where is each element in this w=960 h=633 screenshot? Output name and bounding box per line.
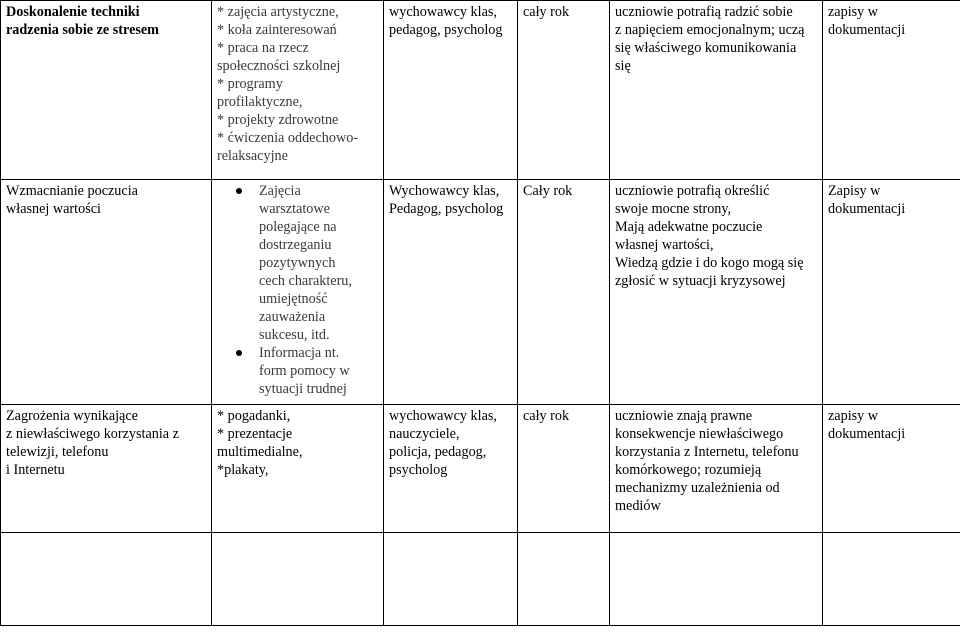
area-line: Doskonalenie techniki [6,4,140,20]
evaluation-line: zapisy w [828,408,879,424]
area-line: telewizji, telefonu [6,444,109,460]
effects-cell [610,405,823,533]
table-row [1,533,960,626]
bullet-icon [236,350,242,356]
evaluation-line: dokumentacji [828,201,906,217]
area-line: własnej wartości [6,201,101,217]
responsible-cell [384,180,518,405]
time-cell: cały rok [518,1,610,180]
forms-line: *plakaty, [217,462,269,478]
responsible-line: policja, pedagog, [389,444,487,460]
evaluation-line: dokumentacji [828,426,906,442]
area-line: Wzmacnianie poczucia [6,183,138,199]
effects-line: komórkowego; rozumieją [615,462,762,478]
effects-line: uczniowie potrafią radzić sobie [615,4,793,20]
effects-line: mediów [615,498,661,514]
area-line: i Internetu [6,462,65,478]
empty-cell [384,533,518,626]
table-row [1,180,960,405]
empty-cell [1,533,212,626]
list-item [217,344,378,398]
forms-cell [212,1,384,180]
effects-line: Mają adekwatne poczucie [615,219,763,235]
bullet-line: Zajęcia [259,183,301,199]
empty-cell [212,533,384,626]
bullet-line: zauważenia [259,309,326,325]
table-row [1,405,960,533]
area-line: z niewłaściwego korzystania z [6,426,179,442]
forms-line: * projekty zdrowotne [217,112,339,128]
area-cell [1,405,212,533]
forms-cell [212,180,384,405]
responsible-cell [384,1,518,180]
table-row [1,1,960,180]
effects-line: się [615,58,631,74]
forms-line: * ćwiczenia oddechowo- [217,130,359,146]
effects-line: uczniowie potrafią określić [615,183,770,199]
forms-line: * zajęcia artystyczne, [217,4,339,20]
area-cell [1,180,212,405]
forms-line: * koła zainteresowań [217,22,337,38]
forms-bullet-list [217,182,378,398]
evaluation-line: Zapisy w [828,183,881,199]
evaluation-cell [823,1,960,180]
responsible-line: pedagog, psycholog [389,22,503,38]
bullet-line: Informacja nt. [259,345,340,361]
responsible-line: wychowawcy klas, [389,4,497,20]
effects-line: konsekwencje niewłaściwego [615,426,784,442]
forms-line: profilaktyczne, [217,94,303,110]
bullet-line: umiejętność [259,291,328,307]
forms-line: * programy [217,76,283,92]
empty-cell [518,533,610,626]
area-line: radzenia sobie ze stresem [6,22,160,38]
forms-cell [212,405,384,533]
forms-line: * pogadanki, [217,408,291,424]
effects-line: swoje mocne strony, [615,201,732,217]
forms-line: multimedialne, [217,444,303,460]
responsible-line: nauczyciele, [389,426,460,442]
forms-line: relaksacyjne [217,148,288,164]
responsible-line: Wychowawcy klas, [389,183,500,199]
empty-cell [823,533,960,626]
effects-line: uczniowie znają prawne [615,408,753,424]
area-cell [1,1,212,180]
effects-line: z napięciem emocjonalnym; uczą [615,22,805,38]
effects-line: zgłosić w sytuacji kryzysowej [615,273,786,289]
bullet-line: polegające na [259,219,337,235]
bullet-line: sukcesu, itd. [259,327,330,343]
evaluation-line: dokumentacji [828,22,906,38]
forms-line: * praca na rzecz [217,40,309,56]
effects-cell [610,180,823,405]
empty-cell [610,533,823,626]
effects-line: Wiedzą gdzie i do kogo mogą się [615,255,804,271]
time-cell: cały rok [518,405,610,533]
effects-cell [610,1,823,180]
bullet-line: warsztatowe [259,201,330,217]
evaluation-cell [823,180,960,405]
effects-line: korzystania z Internetu, telefonu [615,444,799,460]
time-cell: Cały rok [518,180,610,405]
bullet-line: pozytywnych [259,255,336,271]
effects-line: własnej wartości, [615,237,714,253]
effects-line: się właściwego komunikowania [615,40,797,56]
responsible-cell [384,405,518,533]
evaluation-line: zapisy w [828,4,879,20]
bullet-icon [236,188,242,194]
list-item [217,182,378,344]
area-line: Zagrożenia wynikające [6,408,138,424]
effects-line: mechanizmy uzależnienia od [615,480,780,496]
bullet-line: dostrzeganiu [259,237,332,253]
bullet-line: cech charakteru, [259,273,352,289]
responsible-line: psycholog [389,462,448,478]
bullet-line: sytuacji trudnej [259,381,347,397]
forms-line: społeczności szkolnej [217,58,341,74]
evaluation-cell [823,405,960,533]
bullet-line: form pomocy w [259,363,350,379]
forms-line: * prezentacje [217,426,293,442]
responsible-line: Pedagog, psycholog [389,201,504,217]
responsible-line: wychowawcy klas, [389,408,497,424]
